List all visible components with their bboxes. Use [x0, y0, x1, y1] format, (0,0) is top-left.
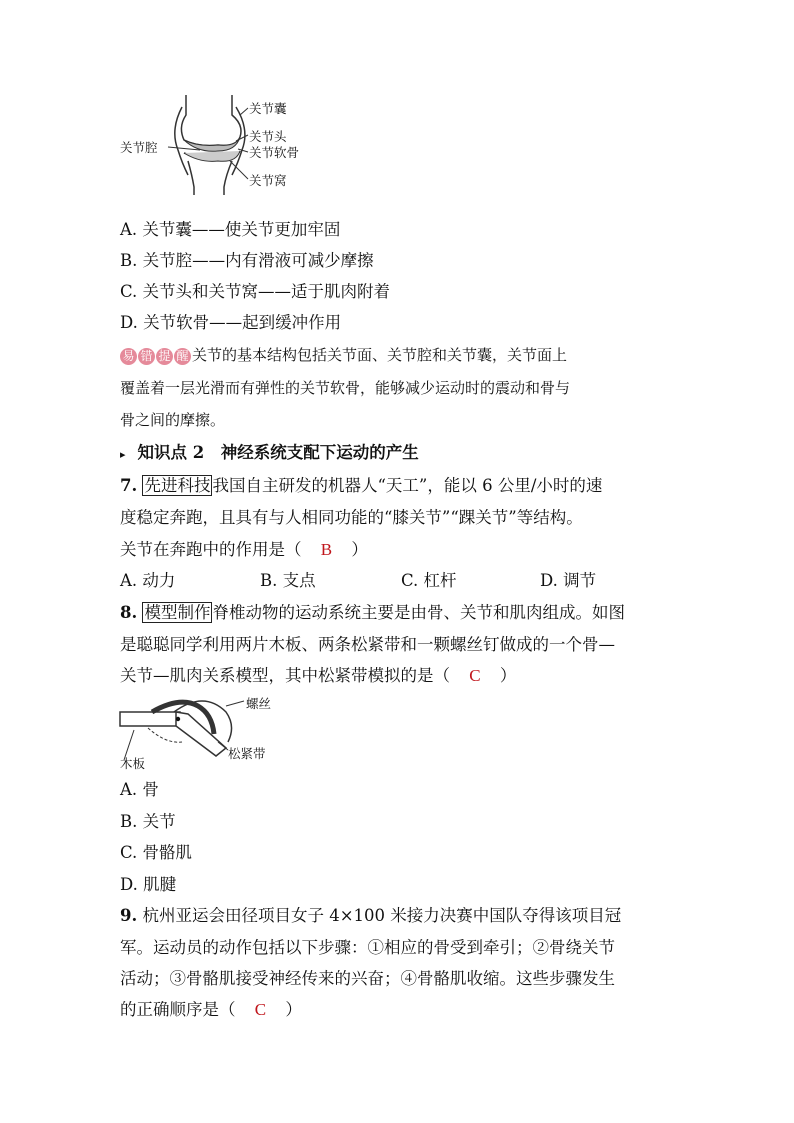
- q6-option-a: A. 关节囊——使关节更加牢固: [120, 220, 341, 239]
- section-title: 知识点 2 神经系统支配下运动的产生: [137, 443, 419, 462]
- q9-line-4: [120, 1000, 302, 1020]
- label-cavity: 关节腔: [120, 140, 158, 155]
- q9-number: 9.: [120, 906, 138, 925]
- tip-line-2: 覆盖着一层光滑而有弹性的关节软骨，能够减少运动时的震动和骨与: [120, 379, 571, 397]
- q9-line-3: 活动；③骨骼肌接受神经传来的兴奋；④骨骼肌收缩。这些步骤发生: [120, 969, 615, 988]
- label-capsule: 关节囊: [249, 101, 287, 116]
- q7-line-3: [120, 540, 368, 560]
- q9-stem-end: 的正确顺序是（: [120, 1000, 236, 1019]
- q8-option-a: A. 骨: [120, 780, 159, 799]
- q9-line-1: [120, 906, 621, 926]
- q8-answer: C: [469, 666, 481, 685]
- q8-tag: 模型制作: [144, 603, 211, 622]
- tip-badge-3: 提: [156, 348, 173, 365]
- q7-text-1: 我国自主研发的机器人“天工”，能以 6 公里/小时的速: [212, 476, 603, 495]
- section-heading: [120, 443, 419, 465]
- q8-line-2: 是聪聪同学利用两片木板、两条松紧带和一颗螺丝钉做成的一个骨—: [120, 635, 615, 654]
- q7-option-c: C. 杠杆: [401, 571, 457, 590]
- q8-line-1: [120, 603, 625, 623]
- tip-line-3: 骨之间的摩擦。: [120, 411, 226, 429]
- label-screw: 螺丝: [246, 696, 272, 711]
- q8-stem-end: 关节—肌肉关系模型，其中松紧带模拟的是（: [120, 666, 450, 685]
- q9-text-1: 杭州亚运会田径项目女子 4×100 米接力决赛中国队夺得该项目冠: [142, 906, 622, 925]
- tip-badge-1: 易: [120, 348, 137, 365]
- q7-option-b: B. 支点: [260, 571, 316, 590]
- label-board: 木板: [120, 756, 146, 771]
- tip-badge-4: 醒: [174, 348, 191, 365]
- q8-line-3: [120, 666, 516, 686]
- q7-tag: 先进科技: [144, 476, 211, 495]
- q7-line-1: [120, 476, 602, 496]
- q7-number: 7.: [120, 476, 138, 495]
- label-cartilage: 关节软骨: [249, 145, 300, 160]
- q7-options: [120, 571, 596, 591]
- tip-line-1: [120, 345, 567, 365]
- q8-number: 8.: [120, 603, 138, 622]
- label-socket: 关节窝: [249, 173, 287, 188]
- q8-paren-close: ）: [499, 666, 517, 685]
- label-head: 关节头: [249, 129, 287, 144]
- q7-paren-close: ）: [351, 540, 368, 559]
- q9-line-2: 军。运动员的动作包括以下步骤：①相应的骨受到牵引；②骨绕关节: [120, 938, 615, 957]
- tip-badge-2: 错: [138, 348, 155, 365]
- joint-diagram: [118, 95, 318, 195]
- model-diagram: [118, 692, 298, 770]
- q9-answer: C: [254, 1000, 267, 1019]
- q9-paren-close: ）: [285, 1000, 302, 1019]
- q6-option-c: C. 关节头和关节窝——适于肌肉附着: [120, 282, 391, 301]
- q7-answer: B: [320, 540, 333, 559]
- q8-option-c: C. 骨骼肌: [120, 843, 193, 862]
- q8-option-b: B. 关节: [120, 812, 176, 831]
- tip-text-1: 关节的基本结构包括关节面、关节腔和关节囊，关节面上: [192, 346, 568, 364]
- section-marker-icon: ▸: [120, 448, 126, 461]
- q8-text-1: 脊椎动物的运动系统主要是由骨、关节和肌肉组成。如图: [212, 603, 625, 622]
- q8-option-d: D. 肌腱: [120, 875, 177, 894]
- q6-option-b: B. 关节腔——内有滑液可减少摩擦: [120, 251, 374, 270]
- q7-option-a: A. 动力: [120, 571, 176, 590]
- q6-option-d: D. 关节软骨——起到缓冲作用: [120, 313, 342, 332]
- label-band: 松紧带: [228, 746, 266, 761]
- q7-stem-end: 关节在奔跑中的作用是（: [120, 540, 302, 559]
- q7-option-d: D. 调节: [540, 571, 597, 590]
- q7-line-2: 度稳定奔跑，且具有与人相同功能的“膝关节”“踝关节”等结构。: [120, 508, 583, 527]
